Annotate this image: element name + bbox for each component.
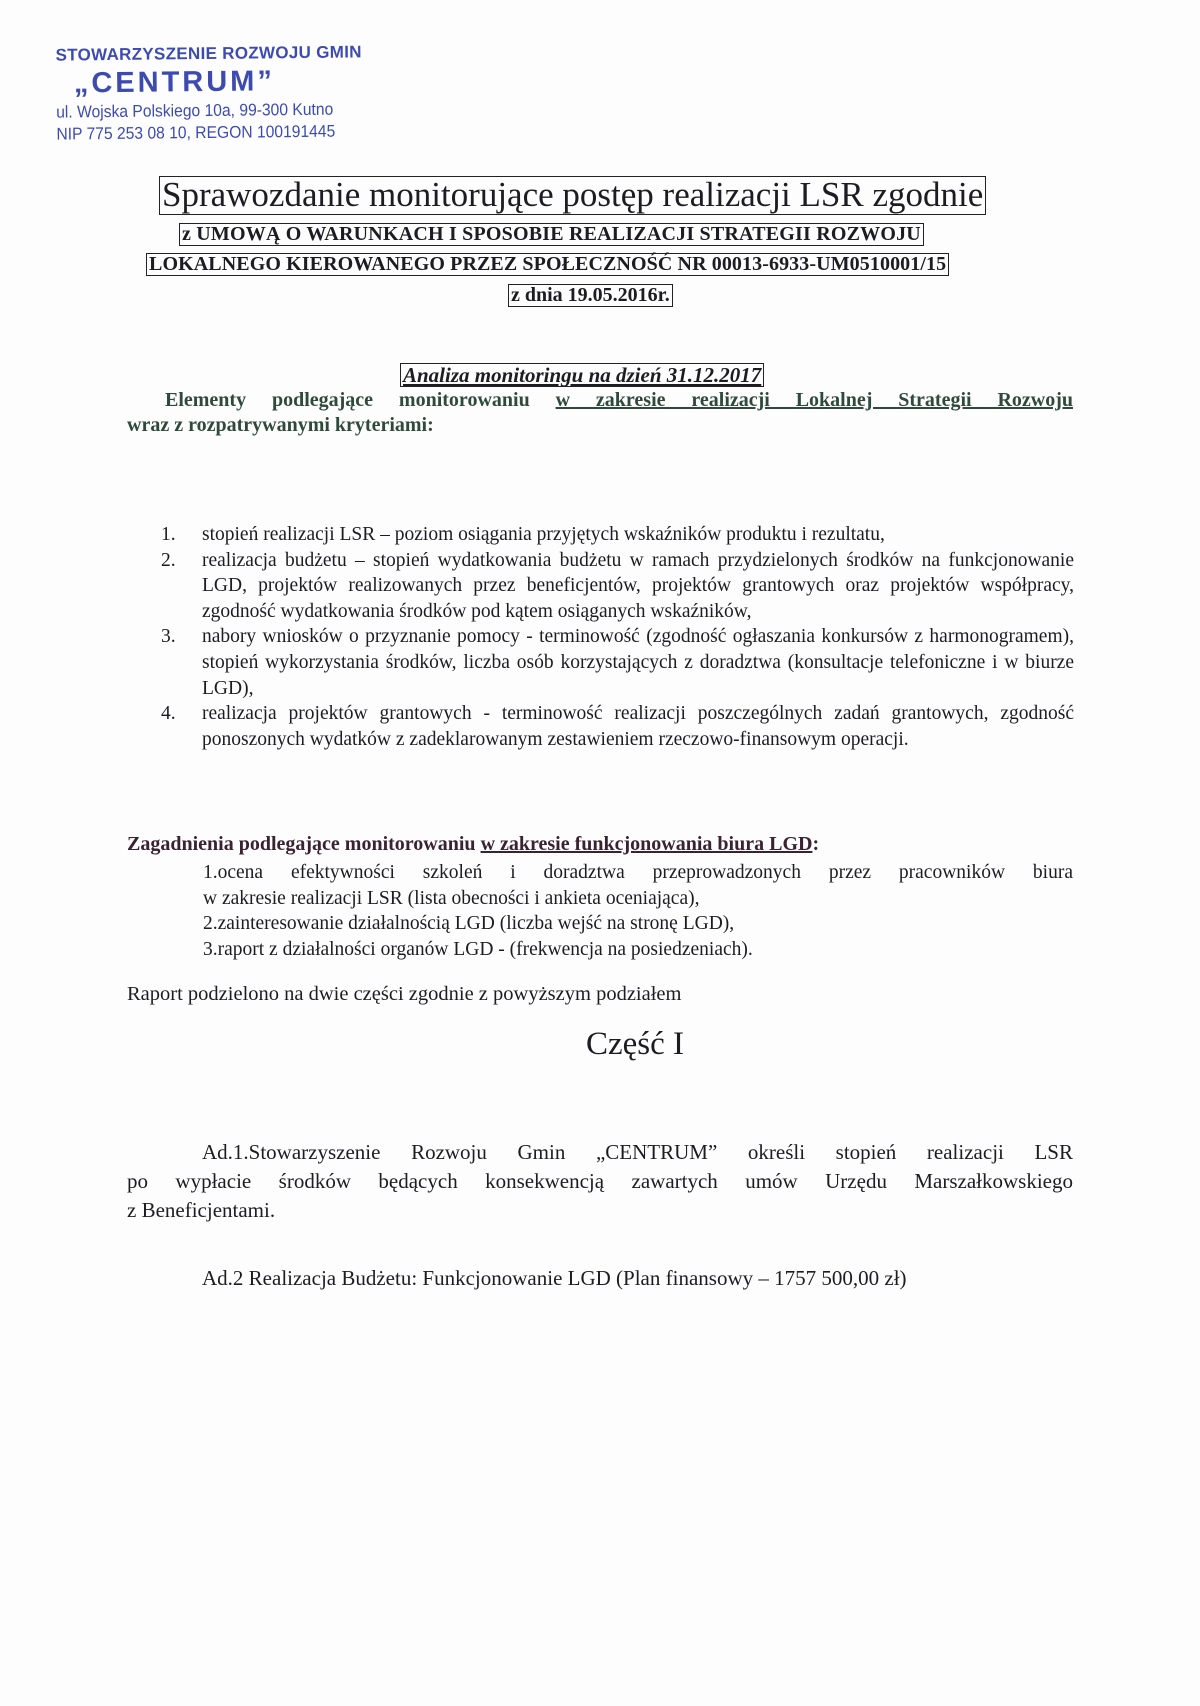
stamp-org-name: STOWARZYSZENIE ROZWOJU GMIN: [55, 42, 362, 65]
list-item: [158, 701, 1074, 752]
elements-tail: wraz z rozpatrywanymi kryteriami:: [127, 414, 434, 436]
ad1-line-3: z Beneficjentami.: [127, 1198, 276, 1222]
list-item-number: 1.: [161, 524, 176, 545]
title-line-3: LOKALNEGO KIEROWANEGO PRZEZ SPOŁECZNOŚĆ NR 00013-6933-UM0510001/15: [146, 253, 949, 276]
stamp-centrum: „CENTRUM”: [73, 65, 276, 100]
document-title: [159, 175, 986, 215]
list-item-text: realizacja projektów grantowych - terminowość realizacji poszczególnych zadań grantowych, zgodność ponoszonych wydatków z zadeklarowanym zestawieniem rzeczowo-finansowym operacji.: [202, 703, 1074, 750]
analysis-date-wrap: [400, 363, 764, 388]
stamp-address: ul. Wojska Polskiego 10a, 99-300 Kutno: [56, 99, 334, 122]
title-line-1: Sprawozdanie monitorujące postęp realizacji LSR zgodnie: [159, 176, 986, 215]
office-item-1-line-1: 1.ocena efektywności szkoleń i doradztwa przeprowadzonych przez pracowników biura: [203, 862, 1073, 883]
elements-heading-line1: [127, 388, 1073, 413]
office-list: [203, 860, 1073, 962]
list-item-text: realizacja budżetu – stopień wydatkowania budżetu w ramach przydzielonych środków na funkcjonowanie LGD, projektów realizowanych przez beneficjentów, projektów grantowych oraz projektów współpracy, zgodność wydatkowania środków pod kątem osiąganych wskaźników,: [202, 549, 1074, 622]
office-item-2: 2.zainteresowanie działalnością LGD (liczba wejść na stronę LGD),: [203, 913, 735, 935]
title-line-4-wrap: [508, 284, 673, 307]
ad1-paragraph: [127, 1138, 1073, 1225]
office-lead: Zagadnienia podlegające monitorowaniu: [127, 833, 476, 855]
title-line-2: z UMOWĄ O WARUNKACH I SPOSOBIE REALIZACJI STRATEGII ROZWOJU: [179, 223, 924, 246]
analysis-date: Analiza monitoringu na dzień 31.12.2017: [400, 363, 764, 387]
list-item: [158, 522, 1074, 548]
title-line-3-wrap: [146, 253, 949, 276]
stamp-ids: NIP 775 253 08 10, REGON 100191445: [56, 121, 336, 144]
ad1-line-2: po wypłacie środków będących konsekwencją zawartych umów Urzędu Marszałkowskiego: [127, 1169, 1073, 1193]
office-item-3: 3.raport z działalności organów LGD - (frekwencja na posiedzeniach).: [203, 938, 753, 960]
ad2-paragraph: Ad.2 Realizacja Budżetu: Funkcjonowanie LGD (Plan finansowy – 1757 500,00 zł): [202, 1266, 907, 1290]
title-line-2-wrap: [179, 223, 924, 246]
office-heading: [127, 832, 819, 857]
elements-scope: w zakresie realizacji Lokalnej Strategii Rozwoju: [555, 389, 1073, 411]
office-colon: :: [812, 833, 820, 855]
office-item-1-line-2: w zakresie realizacji LSR (lista obecności i ankieta oceniająca),: [203, 887, 700, 909]
elements-heading: [127, 388, 1073, 438]
list-item-text: stopień realizacji LSR – poziom osiągania przyjętych wskaźników produktu i rezultatu,: [202, 524, 885, 545]
ad1-line-1: Ad.1.Stowarzyszenie Rozwoju Gmin „CENTRUM” określi stopień realizacji LSR: [202, 1140, 1073, 1164]
office-scope: w zakresie funkcjonowania biura LGD: [480, 833, 813, 855]
list-item: [158, 548, 1074, 625]
report-split-note: Raport podzielono na dwie części zgodnie z powyższym podziałem: [127, 983, 682, 1005]
list-item-number: 2.: [161, 549, 176, 571]
organization-stamp: [55, 42, 362, 145]
criteria-list: [158, 522, 1074, 752]
list-item: [158, 624, 1074, 701]
list-item-number: 3.: [161, 626, 176, 648]
list-item-text: nabory wniosków o przyznanie pomocy - terminowość (zgodność ogłaszania konkursów z harmonogramem), stopień wykorzystania środków, liczba osób korzystających z doradztwa (konsultacje telefoniczne i w biurze LGD),: [202, 626, 1074, 699]
title-date: z dnia 19.05.2016r.: [508, 284, 673, 307]
part-heading: Część I: [586, 1026, 685, 1062]
list-item-number: 4.: [161, 703, 176, 725]
elements-lead: Elementy podlegające monitorowaniu: [165, 389, 530, 411]
